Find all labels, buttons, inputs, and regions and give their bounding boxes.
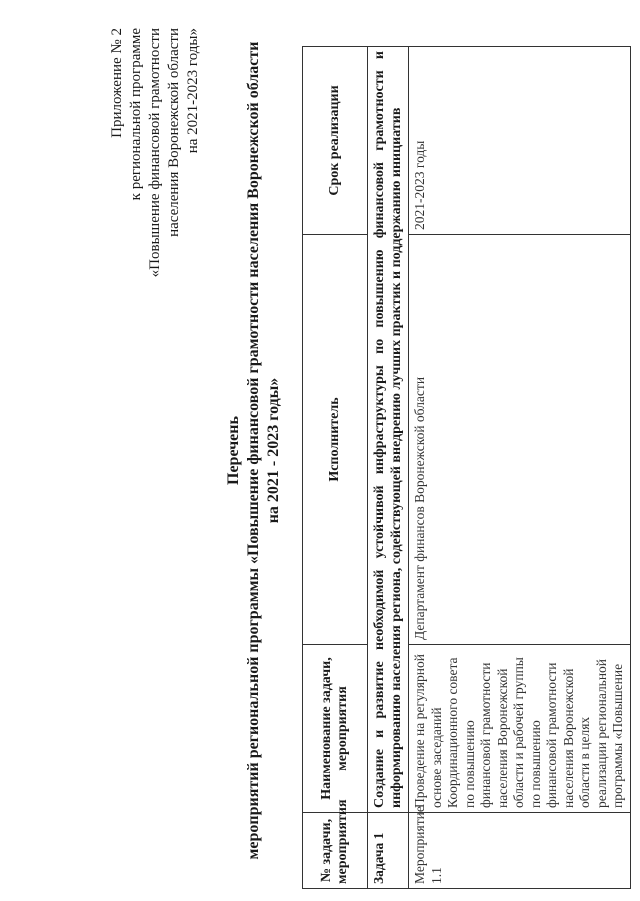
appendix-line-4: населения Воронежской области [166,28,182,237]
appendix-note [108,28,203,277]
header-name: Наименование задачи, мероприятия [303,645,368,813]
header-executor: Исполнитель [303,235,368,645]
measure-name: Проведение на регулярной основе заседаний Координационного совета по повышению финансовой грамотности населения Воронежской области и рабочей группы по повышению финансовой грамотности населения Воронежской области в целях реализации региональной программы «Повышение [409,645,631,813]
table-header-row [303,47,368,889]
table-row [409,47,631,889]
measure-executor: Департамент финансов Воронежской области [409,235,631,645]
appendix-line-2: к региональной программе [128,28,144,201]
document-title [224,0,284,901]
measures-table [302,46,631,889]
appendix-line-1: Приложение № 2 [109,28,125,138]
title-line-1: Перечень [225,416,242,485]
measure-term: 2021-2023 годы [409,47,631,235]
appendix-line-5: на 2021-2023 годы» [185,28,201,154]
measure-number: Мероприятие 1.1 [409,813,631,889]
task-description: Создание и развитие необходимой устойчивой инфраструктуры по повышению финансовой грамотности и информированию населения региона, содействующей внедрению лучших практик и поддержанию инициатив [368,47,409,813]
header-term: Срок реализации [303,47,368,235]
title-line-3: на 2021 - 2023 годы» [265,377,282,524]
task-number: Задача 1 [368,813,409,889]
title-line-2: мероприятий региональной программы «Повышение финансовой грамотности населения Воронежской области [245,41,262,860]
header-num: № задачи, мероприятия [303,813,368,889]
task-row [368,47,409,889]
appendix-line-3: «Повышение финансовой грамотности [147,28,163,278]
